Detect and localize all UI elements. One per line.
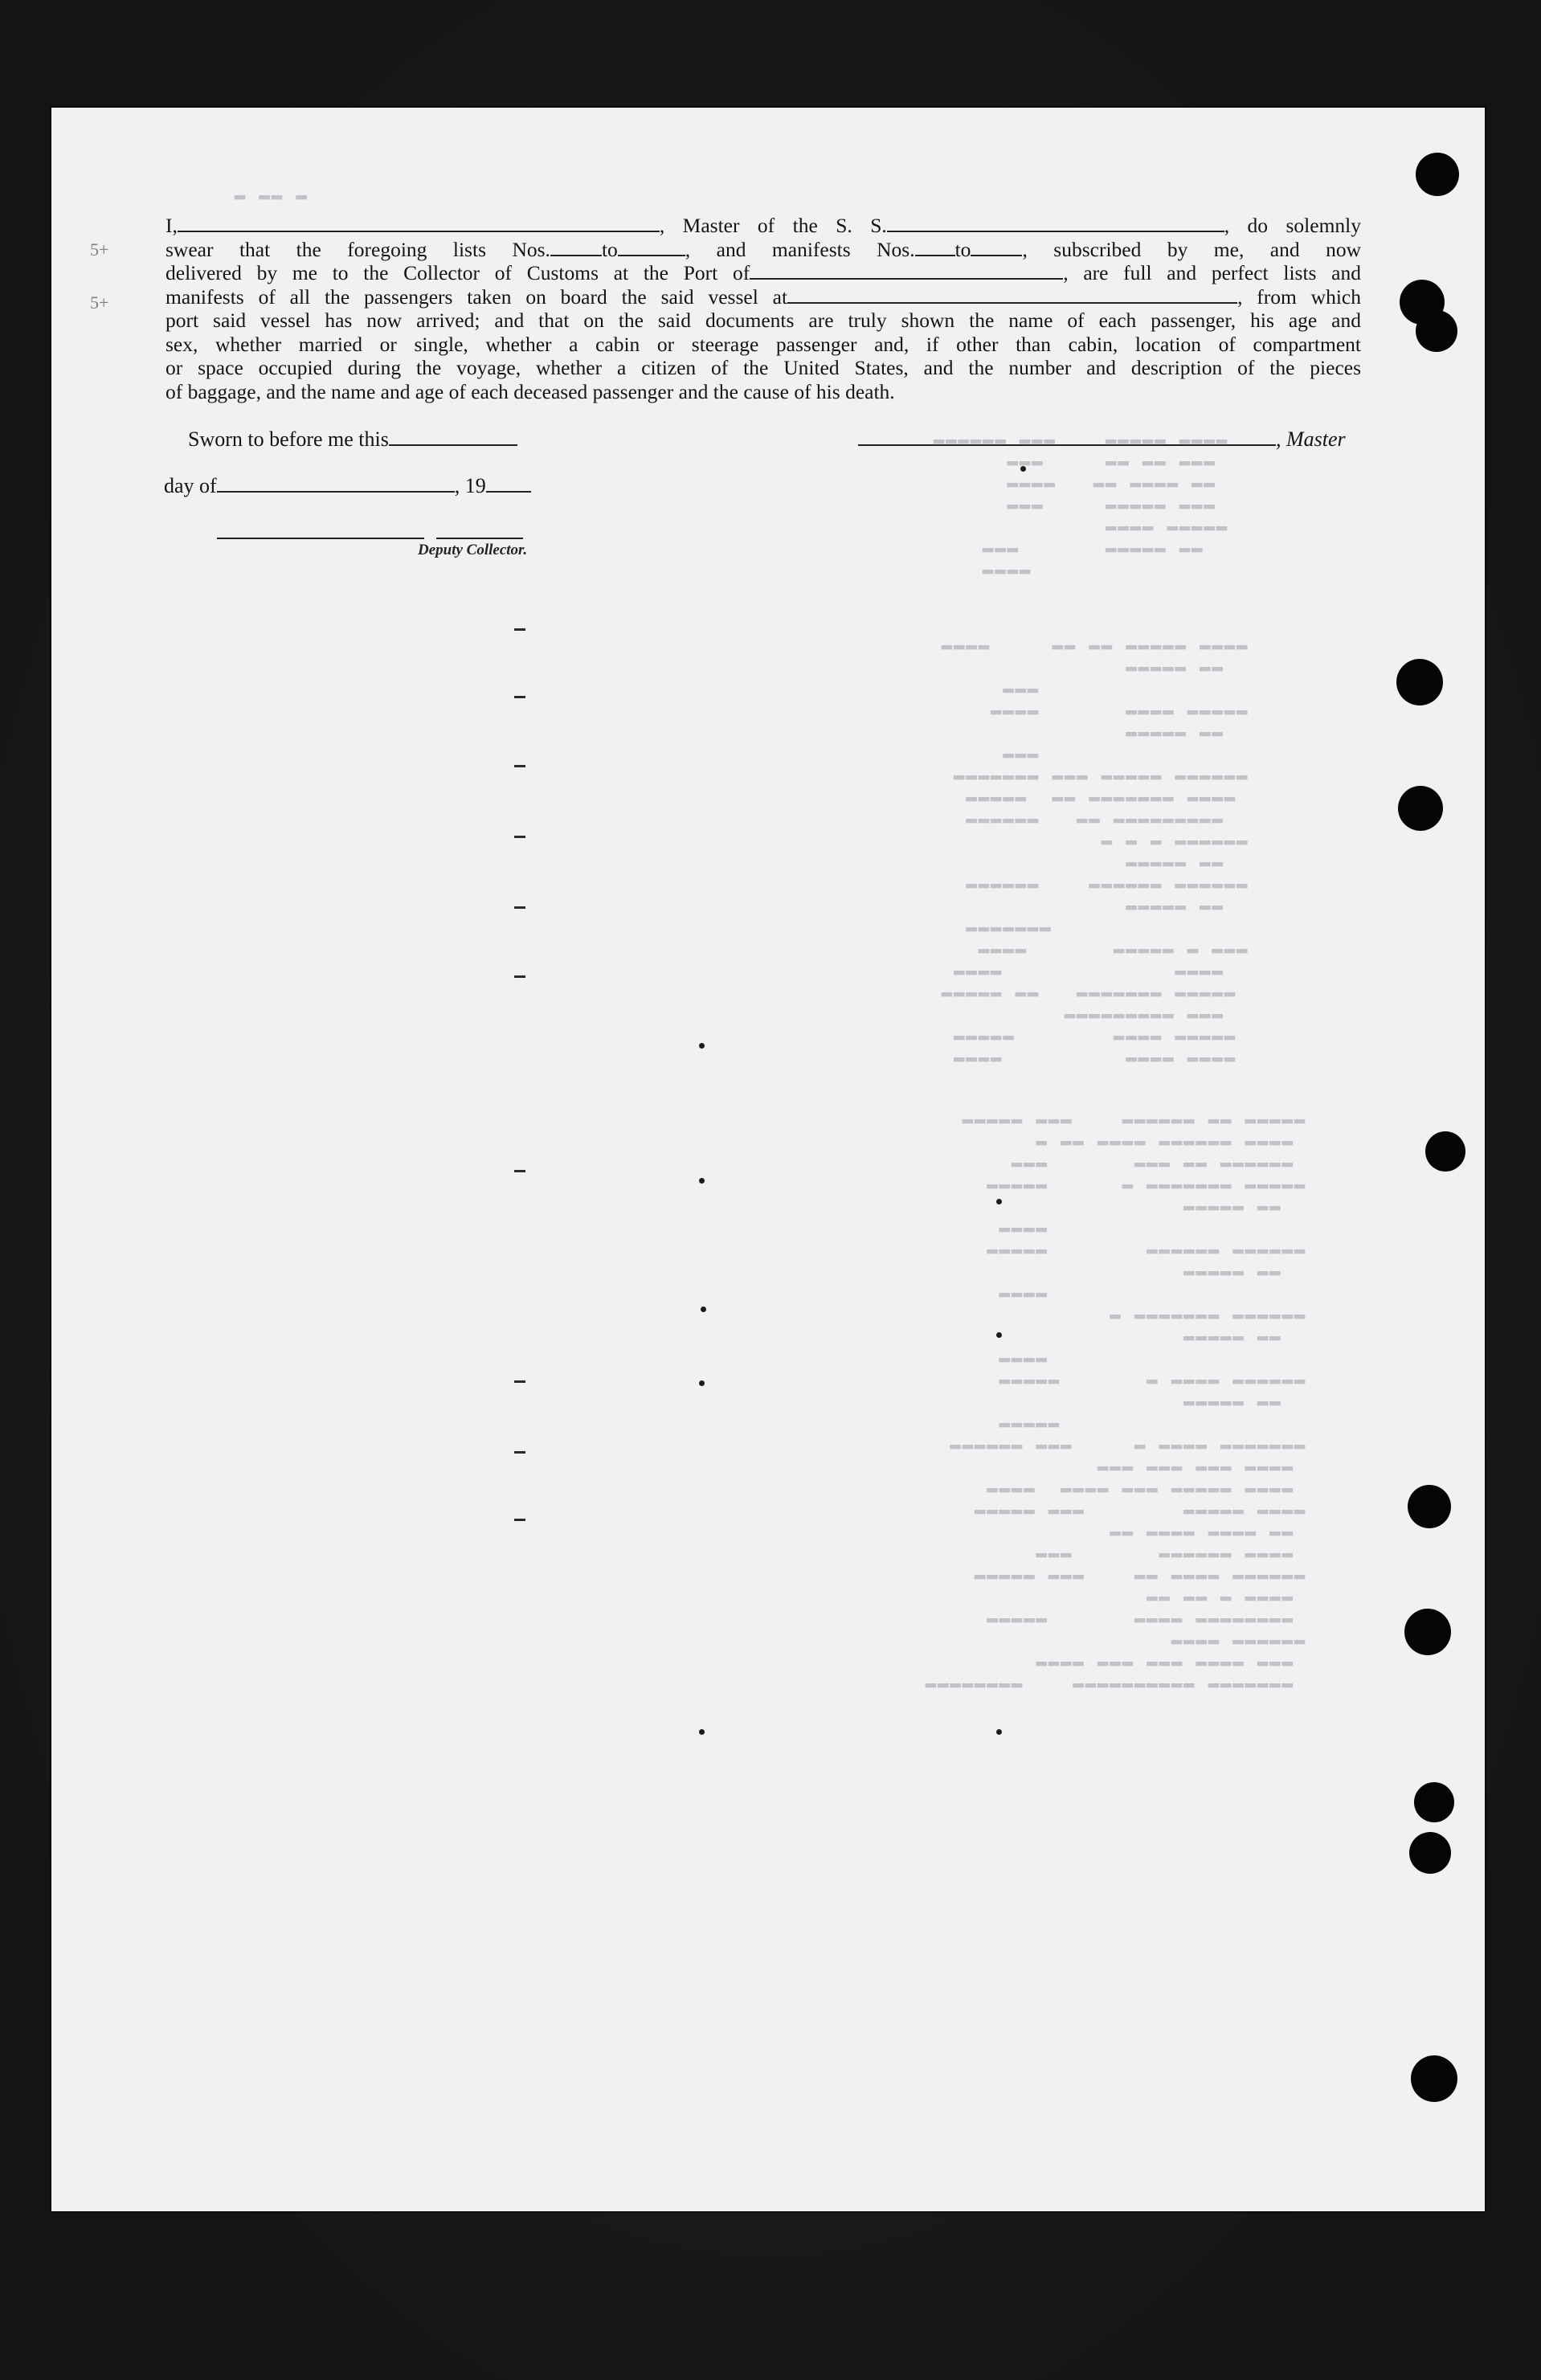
entry-dash: [514, 975, 525, 978]
punch-hole: [1404, 1609, 1451, 1655]
port-blank: [750, 277, 1063, 280]
oath-line-4: manifests of all the passengers taken on board the said vessel at , from which: [166, 284, 1362, 309]
oath-line-1: I, , Master of the S. S. , do solemnly: [166, 214, 1361, 237]
bleed-through-text: ▬▬▬▬ ▬▬▬▬▬ ▬▬ ▬▬ ▬▬▬▬ ▬▬ ▬▬▬▬▬ ▬▬▬ ▬▬▬▬▬ ▬▬▬▬ ▬▬▬▬ ▬▬ ▬▬▬▬▬ ▬▬▬ ▬▬▬▬▬▬ ▬▬▬▬▬ ▬▬▬ ▬▬▬▬▬▬▬ ▬▬▬▬ ▬▬▬▬▬▬▬ ▬▬ ▬▬▬▬▬ ▬▬▬▬▬▬▬▬▬ ▬▬ ▬▬▬▬▬▬ ▬▬▬▬▬▬ ▬ ▬ ▬ ▬▬ ▬▬▬▬▬ ▬▬▬▬▬▬ ▬▬▬▬▬▬ ▬▬▬▬▬▬ ▬▬ ▬▬▬▬▬ ▬▬▬▬▬▬▬ ▬▬▬ ▬ ▬▬▬▬▬ ▬▬▬▬ ▬▬▬▬ ▬▬▬▬ ▬▬▬▬▬ ▬▬▬▬▬▬▬ ▬▬ ▬▬▬▬▬ ▬▬▬ ▬▬▬▬▬▬▬▬▬ ▬▬▬▬▬ ▬▬▬▬ ▬▬▬▬▬ ▬▬▬▬ ▬▬▬▬ ▬▬▬▬: [940, 635, 1248, 1068]
punch-hole: [1425, 1131, 1465, 1172]
oath-line-3: delivered by me to the Collector of Customs at the Port of , are full and perfect lists and: [166, 261, 1361, 284]
oath-paragraph: [166, 214, 1361, 403]
entry-dash: [514, 1170, 525, 1172]
year-blank: [486, 490, 531, 493]
ink-dot: [701, 1307, 706, 1312]
day-of-line: day of , 19: [164, 474, 531, 498]
oath-line-5: port said vessel has now arrived; and that on the said documents are truly shown the name of each passenger, his age and: [166, 309, 1361, 332]
punch-hole: [1411, 2055, 1457, 2102]
punch-hole: [1416, 153, 1459, 196]
deputy-collector-label: Deputy Collector.: [418, 542, 528, 558]
bleed-through-text: ▬▬▬▬ ▬▬▬▬▬ ▬▬▬ ▬▬▬▬▬▬ ▬▬▬ ▬▬ ▬▬ ▬▬▬ ▬▬ ▬▬▬▬ ▬▬ ▬▬▬▬ ▬▬▬ ▬▬▬▬▬ ▬▬▬ ▬▬▬▬▬ ▬▬▬▬ ▬▬ ▬▬▬▬▬ ▬▬▬ ▬▬▬▬: [932, 429, 1228, 580]
entry-dash: [514, 765, 525, 767]
punch-hole: [1398, 786, 1443, 831]
entry-dash: [514, 836, 525, 838]
master-name-blank: [178, 230, 660, 232]
punch-hole: [1409, 1832, 1451, 1874]
punch-hole: [1416, 310, 1457, 352]
master-signature-line: , Master: [858, 427, 1346, 452]
sworn-date-blank: [389, 444, 517, 446]
entry-dash: [514, 696, 525, 698]
oath-line-7: or space occupied during the voyage, whether a citizen of the United States, and the number and description of the pieces: [166, 356, 1361, 379]
oath-line-6: sex, whether married or single, whether a cabin or steerage passenger and, if other than cabin, location of compartment: [166, 332, 1361, 356]
punch-hole: [1408, 1485, 1451, 1528]
departure-port-blank: [787, 301, 1237, 304]
ink-dot: [699, 1178, 705, 1184]
ink-dot: [699, 1380, 705, 1386]
margin-mark: 5+: [90, 292, 109, 313]
bleed-through-text: ▬▬▬▬▬ ▬▬ ▬▬▬▬▬▬ ▬▬▬ ▬▬▬▬▬ ▬▬▬▬ ▬▬▬▬▬▬ ▬▬▬▬ ▬▬ ▬ ▬▬▬▬▬▬ ▬▬ ▬▬▬ ▬▬▬ ▬▬▬▬▬ ▬▬▬▬▬▬▬ ▬ ▬▬▬▬▬ ▬▬ ▬▬▬▬▬ ▬▬▬▬ ▬▬▬▬▬▬ ▬▬▬▬▬▬ ▬▬▬▬▬ ▬▬ ▬▬▬▬▬ ▬▬▬▬ ▬▬▬▬▬▬ ▬▬▬▬▬▬▬ ▬ ▬▬ ▬▬▬▬▬ ▬▬▬▬ ▬▬▬▬▬▬ ▬▬▬▬ ▬ ▬▬▬▬▬ ▬▬ ▬▬▬▬▬ ▬▬▬▬▬ ▬▬▬▬▬▬▬ ▬▬▬▬ ▬ ▬▬▬ ▬▬▬▬▬▬ ▬▬▬▬ ▬▬▬ ▬▬▬ ▬▬▬ ▬▬▬▬ ▬▬▬▬▬ ▬▬▬ ▬▬▬▬ ▬▬▬▬ ▬▬▬▬ ▬▬▬▬▬ ▬▬▬ ▬▬▬▬▬ ▬▬ ▬▬▬▬ ▬▬▬▬ ▬▬ ▬▬▬▬ ▬▬▬▬▬▬ ▬▬▬ ▬▬▬▬▬▬ ▬▬▬▬ ▬▬ ▬▬▬ ▬▬▬▬▬ ▬▬▬▬ ▬ ▬▬ ▬▬ ▬▬▬▬▬▬▬▬ ▬▬▬▬ ▬▬▬▬▬ ▬▬▬▬▬▬ ▬▬▬▬ ▬▬▬ ▬▬▬▬ ▬▬▬ ▬▬▬ ▬▬▬▬ ▬▬▬▬▬▬▬ ▬▬▬▬▬▬▬▬▬▬ ▬▬▬▬▬▬▬▬: [924, 1109, 1306, 1694]
ship-name-blank: [887, 230, 1224, 232]
punch-hole: [1396, 659, 1443, 705]
margin-mark: 5+: [90, 239, 109, 260]
ink-dot: [699, 1043, 705, 1049]
entry-dash: [514, 906, 525, 909]
bleed-through-text: ▬ ▬▬ ▬: [233, 185, 307, 206]
deputy-signature-blank: [217, 537, 424, 539]
entry-dash: [514, 1519, 525, 1521]
entry-dash: [514, 1451, 525, 1454]
ink-dot: [699, 1729, 705, 1735]
oath-line-8: of baggage, and the name and age of each deceased passenger and the cause of his death.: [166, 379, 895, 403]
day-blank: [217, 490, 455, 493]
oath-line-2: swear that the foregoing lists Nos. to , and manifests Nos. to , subscribed by me, and now: [166, 237, 1362, 261]
punch-hole: [1414, 1782, 1454, 1822]
ink-dot: [996, 1729, 1002, 1735]
entry-dash: [514, 1380, 525, 1383]
sworn-line: Sworn to before me this: [188, 427, 517, 452]
entry-dash: [514, 628, 525, 631]
